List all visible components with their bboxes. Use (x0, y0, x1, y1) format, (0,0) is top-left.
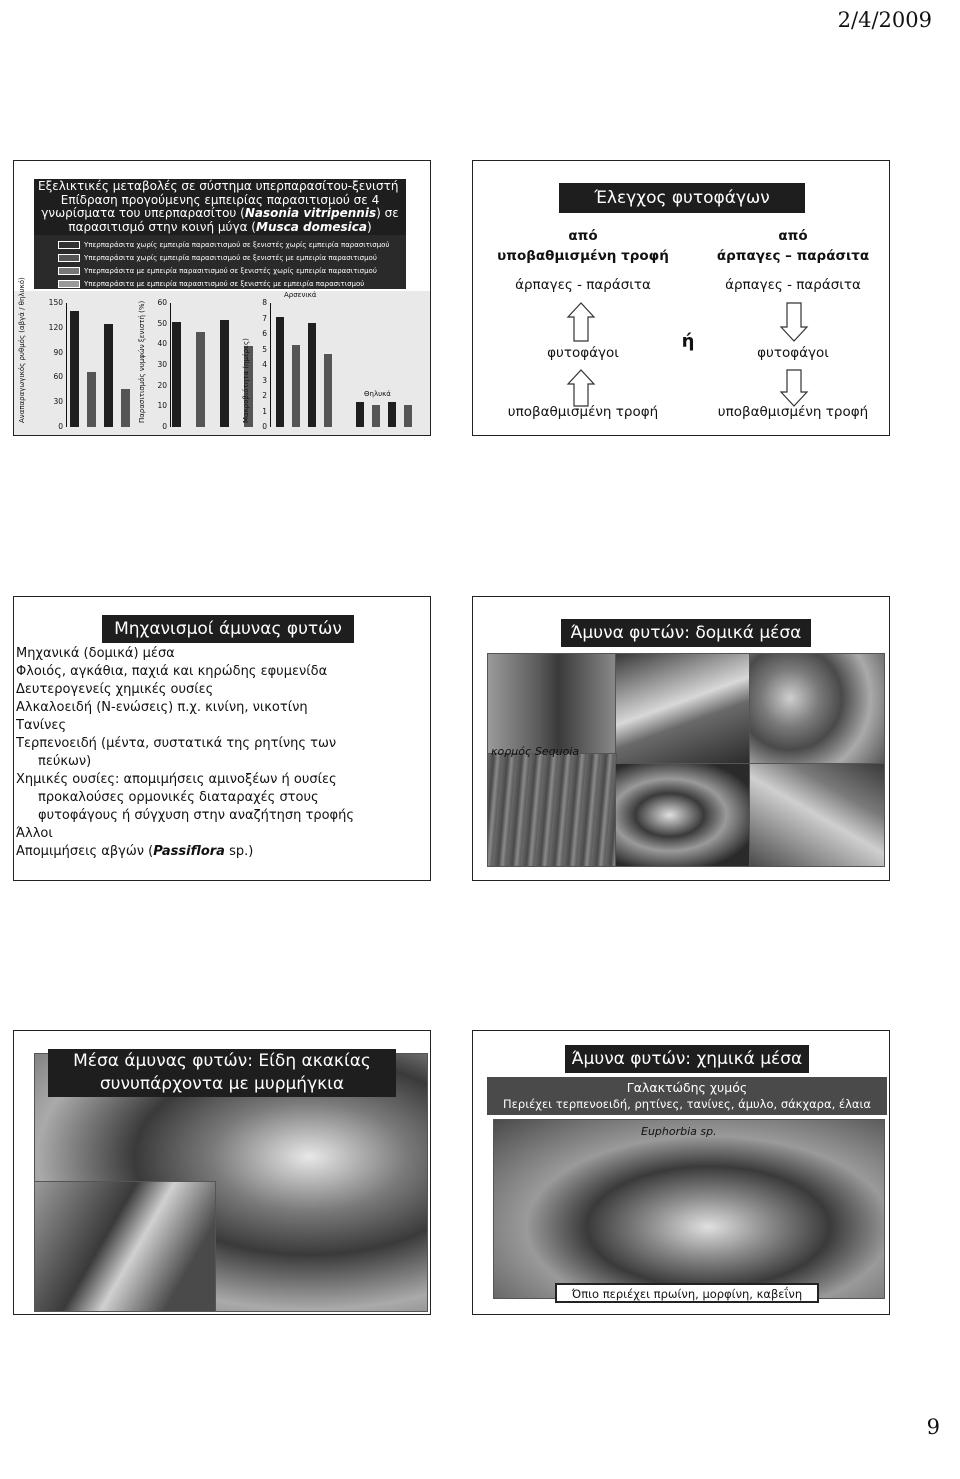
right-top: άρπαγες - παράσιτα (725, 277, 861, 293)
chart-bar (87, 372, 96, 427)
or-label: ή (681, 331, 695, 352)
slide-chemical-defense (472, 1030, 890, 1315)
legend-label-1: Υπερπαράσιτα χωρίς εμπειρία παρασιτισμού σε ξενιστές χωρίς εμπειρία παρασιτισμού (84, 241, 390, 249)
right-heading-2: άρπαγες – παράσιτα (716, 248, 870, 264)
y-tick-label: 4 (262, 360, 267, 369)
legend-label-3: Υπερπαράσιτα με εμπειρία παρασιτισμού σε ξενιστές χωρίς εμπειρία παρασιτισμού (84, 267, 377, 275)
y-tick-label: 5 (262, 344, 267, 354)
legend-item-4 (58, 278, 398, 290)
s3-line-12b: sp.) (224, 844, 254, 859)
chart-bar (220, 320, 229, 427)
y-tick-label: 3 (262, 375, 267, 385)
species-musca: Musca domesica (256, 219, 367, 234)
chart-bar (104, 324, 113, 427)
chart-bar (292, 345, 300, 427)
opium-caption: Όπιο περιέχει πρωίνη, μορφίνη, καβεΐνη (555, 1283, 819, 1303)
y-tick-label: 0 (58, 422, 63, 431)
left-mid: φυτοφάγοι (547, 345, 619, 361)
y-tick-label: 30 (157, 360, 167, 369)
page-number: 9 (926, 1415, 940, 1439)
title-line-3 (38, 207, 402, 221)
slide5-title-line-2: συνυπάρχοντα με μυρμήγκια (99, 1074, 345, 1094)
left-top: άρπαγες - παράσιτα (515, 277, 651, 293)
chart-bar (388, 402, 396, 427)
slide-defense-mechanisms (13, 596, 431, 881)
photo-bark (487, 753, 617, 867)
slide3-title: Μηχανισμοί άμυνας φυτών (102, 615, 354, 643)
chart-bar (196, 332, 205, 427)
passiflora-name: Passiflora (153, 844, 225, 859)
chart-bar (276, 317, 284, 427)
y-tick-label: 50 (157, 318, 167, 328)
left-heading-2: υποβαθμισμένη τροφή (497, 248, 669, 264)
right-mid: φυτοφάγοι (757, 345, 829, 361)
legend-item-2 (58, 252, 398, 264)
s3-line-10: φυτοφάγους ή σύγχυση στην αναζήτηση τροφής (38, 808, 354, 823)
chart-bar (70, 311, 79, 427)
title-line-3b: ) σε (376, 206, 399, 221)
slide-structural-defense (472, 596, 890, 881)
species-nasonia: Nasonia vitripennis (244, 206, 377, 221)
y-tick-label: 30 (53, 397, 63, 407)
slide-hyperparasite-chart (13, 160, 431, 436)
y-axis (270, 303, 271, 427)
photo-acacia-thorns (34, 1181, 216, 1312)
slide5-title (48, 1049, 396, 1097)
slide6-title: Άμυνα φυτών: χημικά μέσα (565, 1045, 809, 1073)
photo-holly-leaves (615, 763, 751, 867)
y-tick-label: 20 (157, 380, 167, 390)
y-axis-label: Μακροβιότητα (ημέρες) (242, 338, 250, 423)
chart-bar (324, 354, 332, 427)
s3-line-8: Χημικές ουσίες: απομιμήσεις αμινοξέων ή ουσίες (16, 772, 337, 787)
y-tick-label: 120 (48, 322, 63, 332)
slide-herbivore-control (472, 160, 890, 436)
up-arrow-icon (566, 368, 596, 408)
right-bottom: υποβαθμισμένη τροφή (717, 404, 869, 420)
legend-item-1 (58, 239, 398, 251)
sequoia-caption: κορμός Sequoia (491, 745, 580, 758)
chart-bar (121, 389, 130, 427)
chart-bar (356, 402, 364, 427)
y-tick-label: 60 (157, 298, 167, 307)
title-line-4 (38, 221, 402, 235)
legend-label-2: Υπερπαράσιτα χωρίς εμπειρία παρασιτισμού σε ξενιστές με εμπειρία παρασιτισμού (84, 254, 377, 262)
page-date: 2/4/2009 (837, 8, 932, 32)
slide2-title: Έλεγχος φυτοφάγων (559, 183, 805, 213)
right-heading-1: από (778, 228, 808, 244)
s3-line-5: Τανίνες (16, 718, 67, 733)
s3-line-12 (16, 843, 253, 861)
legend-item-3 (58, 265, 398, 277)
y-tick-label: 90 (53, 347, 63, 357)
left-bottom: υποβαθμισμένη τροφή (507, 404, 659, 420)
group-label: Θηλυκά (364, 390, 391, 399)
photo-thorny-trunk (615, 653, 751, 765)
y-tick-label: 0 (162, 422, 167, 431)
y-tick-label: 0 (262, 422, 267, 431)
photo-euphorbia (493, 1119, 885, 1299)
y-axis-label: Παρασιτισμός νυμφών ξενιστή (%) (138, 300, 146, 423)
down-arrow-icon (779, 368, 809, 408)
slide1-title (34, 179, 406, 235)
s3-line-7: πεύκων) (38, 754, 92, 769)
title-line-3a: γνωρίσματα του υπερπαρασίτου ( (41, 206, 245, 221)
s3-line-6: Τερπενοειδή (μέντα, συστατικά της ρητίνης των (16, 736, 337, 751)
s3-line-2: Φλοιός, αγκάθια, παχιά και κηρώδης εφυμενίδα (16, 664, 328, 679)
s3-line-9: προκαλούσες ορμονικές διαταραχές στους (38, 790, 319, 805)
title-line-4a: παρασιτισμό στην κοινή μύγα ( (68, 219, 256, 234)
y-tick-label: 2 (262, 391, 267, 400)
title-line-2: Επίδραση προγούμενης εμπειρίας παρασιτισμού σε 4 (60, 192, 380, 207)
down-arrow-icon (779, 301, 809, 343)
y-tick-label: 1 (262, 406, 267, 416)
photo-waxy-leaf (749, 763, 885, 867)
latex-contents: Περιέχει τερπενοειδή, ρητίνες, τανίνες, άμυλο, σάκχαρα, έλαια (503, 1097, 871, 1111)
left-heading-1: από (568, 228, 598, 244)
chart-bar (404, 405, 412, 427)
s3-line-1: Μηχανικά (δομικά) μέσα (16, 646, 175, 661)
title-line-4b: ) (366, 219, 372, 234)
y-tick-label: 60 (53, 372, 63, 382)
s3-line-11: Άλλοι (16, 826, 53, 841)
chart-bar (308, 323, 316, 427)
s3-line-4: Αλκαλοειδή (Ν-ενώσεις) π.χ. κινίνη, νικοτίνη (16, 700, 308, 715)
y-axis (170, 303, 171, 427)
y-tick-label: 7 (262, 313, 267, 323)
slide4-title: Άμυνα φυτών: δομικά μέσα (561, 619, 811, 647)
slide-acacia-ants (13, 1030, 431, 1315)
photo-sequoia-tree (487, 653, 617, 755)
chart-bar (172, 322, 181, 427)
euphorbia-caption: Euphorbia sp. (641, 1125, 717, 1138)
s3-line-3: Δευτερογενείς χημικές ουσίες (16, 682, 214, 697)
y-axis-label: Αναπαραγωγικός ρυθμός (αβγά / θηλυκό) (18, 277, 26, 423)
s3-line-12a: Απομιμήσεις αβγών ( (16, 844, 154, 859)
y-axis (66, 303, 67, 427)
y-tick-label: 10 (157, 401, 167, 411)
slide5-title-line-1: Μέσα άμυνας φυτών: Είδη ακακίας (73, 1051, 371, 1071)
slide6-subtitle (487, 1077, 887, 1115)
y-tick-label: 8 (262, 298, 267, 307)
y-tick-label: 150 (48, 298, 63, 307)
legend-label-4: Υπερπαράσιτα με εμπειρία παρασιτισμού σε ξενιστές με εμπειρία παρασιτισμού (84, 280, 365, 288)
latex-label: Γαλακτώδης χυμός (626, 1080, 748, 1095)
up-arrow-icon (566, 301, 596, 343)
chart-bar (372, 405, 380, 427)
photo-cactus (749, 653, 885, 765)
y-tick-label: 6 (262, 329, 267, 338)
group-label: Αρσενικά (284, 291, 317, 299)
y-tick-label: 40 (157, 339, 167, 349)
title-line-1: Εξελικτικές μεταβολές σε σύστημα υπερπαρασίτου-ξενιστή (38, 179, 399, 193)
